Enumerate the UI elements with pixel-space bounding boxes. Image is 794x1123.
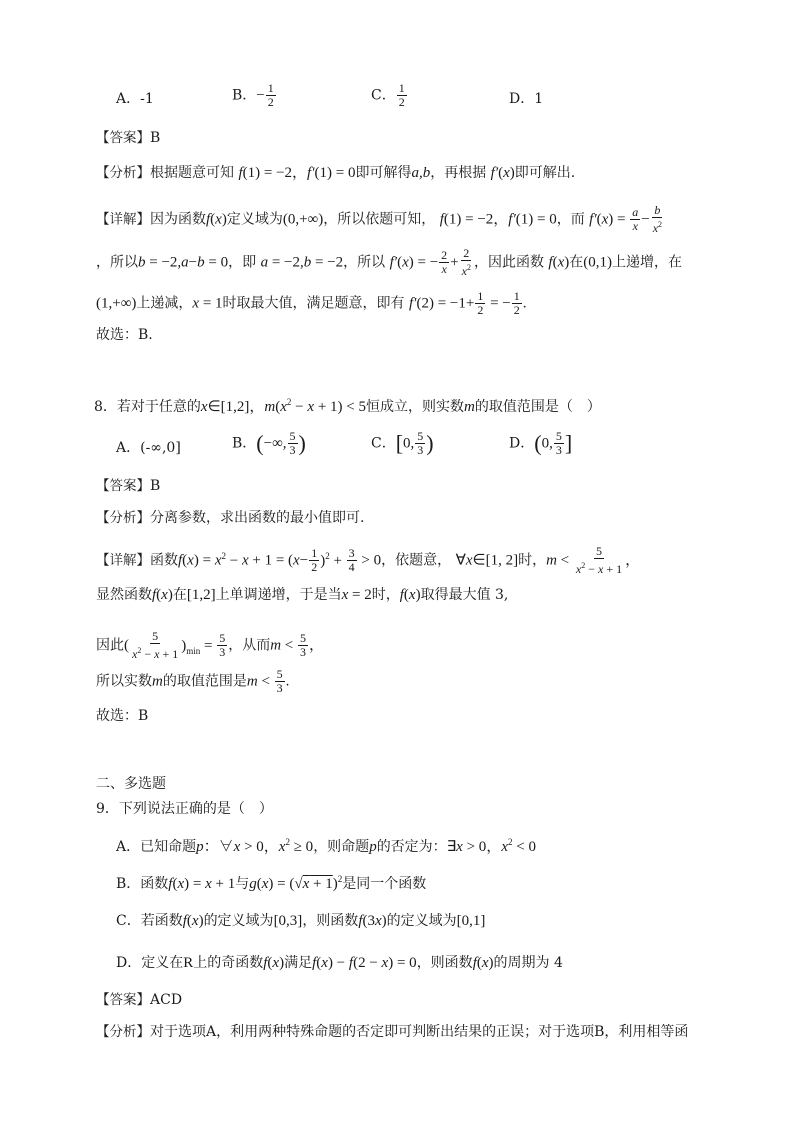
answer-tag: 【答案】 — [96, 130, 150, 146]
q9-analysis: 【分析】对于选项A，利用两种特殊命题的否定即可判断出结果的正误；对于选项B，利用相等函 — [96, 1024, 689, 1040]
q7-option-b: B．− $\frac{1}{2}$ — [232, 81, 274, 109]
q9-option-c: C．若函数f(x)的定义域为[0,3]，则函数f(3x)的定义域为[0,1] — [116, 913, 486, 929]
q7-detail-line-3: (1,+∞)上递减，x = 1时取最大值，满足题意，即有 f′(2) = −1+ $\frac{1}{2}$ = − $\frac{1}{2}$ . — [96, 289, 527, 317]
q7-option-d: D．1 — [509, 91, 544, 107]
q8-detail-line-1: 【详解】函数$f(x) = x^2 - x + 1 = (x-$ $\frac{1}{2}$ )$^2$ + $\frac{3}{4}$ > 0，依题意， ∀x∈[1, 2]时，m < $\frac{5}{x^2 - x + 1}$ ， — [96, 544, 641, 576]
q8-detail-line-4: 所以实数m的取值范围是m < $\frac{5}{3}$ . — [96, 667, 290, 695]
q9-option-a: A．已知命题p：∀x > 0，$x^2 \ge 0$，则命题p的否定为：∃x > 0，$x^2 < 0$ — [116, 837, 536, 855]
q7-option-c: C． $\frac{1}{2}$ — [371, 81, 405, 109]
q9-option-d: D．定义在R上的奇函数f(x)满足f(x) − f(2 − x) = 0，则函数f(x)的周期为 4 — [116, 955, 563, 971]
q7-analysis: 【分析】根据题意可知 f(1) = −2，f′(1) = 0即可解得a,b，再根据 f′(x)即可解出. — [96, 165, 576, 181]
q8-stem: 8．若对于任意的x∈[1,2]，$m(x^2 - x + 1) < 5$恒成立，则实数m的取值范围是（ ） — [94, 397, 601, 415]
q8-detail-line-2: 显然函数f(x)在[1,2]上单调递增，于是当x = 2时，f(x)取得最大值 3, — [96, 587, 509, 603]
q8-analysis: 【分析】分离参数，求出函数的最小值即可. — [96, 510, 365, 526]
section-title: 二、多选题 — [96, 776, 166, 792]
q8-option-c: C．[0, $\frac{5}{3}$ ) — [371, 429, 434, 457]
q7-option-a: A．-1 — [116, 91, 154, 107]
q7-detail-line-1: 【详解】因为函数f(x)定义域为(0,+∞)，所以依题可知， f(1) = −2，f′(1) = 0，而 f′(x) = $\frac{a}{x}$ − $\frac{b}{x^2}$ — [96, 203, 663, 235]
q8-detail-line-3: 因此( $\frac{5}{x^2 - x + 1}$ )$_{min}$ = $\frac{5}{3}$ ，从而m < $\frac{5}{3}$ ， — [96, 629, 325, 661]
q8-answer: 【答案】B — [96, 478, 161, 494]
q8-option-a: A．(-∞,0] — [116, 440, 181, 456]
q9-stem: 9．下列说法正确的是（ ） — [96, 801, 273, 817]
q9-answer: 【答案】ACD — [96, 992, 183, 1008]
q8-option-d: D．(0, $\frac{5}{3}$ ] — [509, 429, 573, 457]
q7-detail-line-2: ，所以b = −2,a−b = 0，即 a = −2,b = −2，所以 f′(x) = − $\frac{2}{x}$ + $\frac{2}{x^2}$ ，因此函数 f(x)在(0,1)上递增，在 — [96, 246, 682, 278]
q7-choice: 故选：B. — [96, 327, 153, 343]
q8-option-b: B．(−∞, $\frac{5}{3}$ ) — [232, 429, 306, 457]
q7-answer: 【答案】B — [96, 130, 161, 146]
q8-choice: 故选：B — [96, 708, 149, 724]
q9-option-b: B．函数f(x) = x + 1与$g(x) = (√x + 1)^2$是同一个函数 — [116, 874, 427, 892]
